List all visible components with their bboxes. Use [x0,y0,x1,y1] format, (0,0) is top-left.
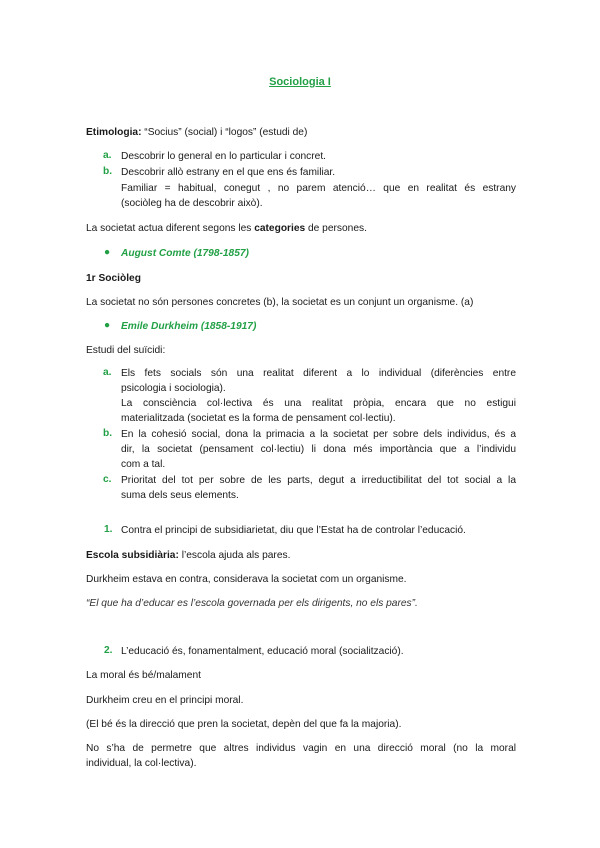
durkheim-contra-line: Durkheim estava en contra, considerava la societat com un organisme. [86,574,407,585]
list-marker-b: b. [103,166,113,177]
list-marker-b: b. [103,428,113,439]
no-sha-line-1: No s’ha de permetre que altres individus vagin en una direcció moral (no la moral [86,743,516,754]
moral-line: La moral és bé/malament [86,670,201,681]
escola-label: Escola subsidiària: [86,550,179,561]
durkheim-creu-line: Durkheim creu en el principi moral. [86,695,244,706]
societat-no-line: La societat no són persones concretes (b), la societat es un conjunt un organisme. (a) [86,297,474,308]
escola-text: l’escola ajuda als pares. [178,550,291,561]
list-marker-a: a. [103,150,112,161]
be-line: (El bé és la direcció que pren la societat, depèn del que fa la majoria). [86,719,402,730]
suicidi-a-1: Els fets socials són una realitat diferent a lo individual (diferències entre [121,368,516,379]
list-marker-1: 1. [104,524,113,535]
list-marker-a: a. [103,367,112,378]
suicidi-a-4: materialitzada (societat es la forma de pensament col·lectiu). [121,413,396,424]
escola-line [86,549,516,563]
list-marker-2: 2. [104,645,113,656]
suicidi-c-2: suma dels seus elements. [121,490,239,501]
estudi-line: Estudi del suïcidi: [86,345,166,356]
societat-post: de persones. [305,223,367,234]
etimologia-item-b-cont-2: (sociòleg ha de descobrir això). [121,198,263,209]
etimologia-item-b-cont-1: Familiar = habitual, conegut , no parem atenció… que en realitat és estrany [121,183,516,194]
etimologia-item-b: Descobrir allò estrany en el que ens és familiar. [121,167,336,178]
list-marker-c: c. [103,474,112,485]
suicidi-a-3: La consciència col·lectiva és una realitat pròpia, encara que no estigui [121,398,516,409]
no-sha-line-2: individual, la col·lectiva). [86,758,197,769]
etimologia-label: Etimologia: [86,127,142,138]
point-2-text: L’educació és, fonamentalment, educació moral (socialització). [121,646,404,657]
comte-heading: August Comte (1798-1857) [121,248,249,259]
societat-bold: categories [254,223,306,234]
bullet-icon: ● [104,320,111,331]
etimologia-text: “Socius” (social) i “logos” (estudi de) [141,127,308,138]
bullet-icon: ● [104,247,111,258]
page-title: Sociologia I [269,76,331,88]
primer-sociolog: 1r Sociòleg [86,273,141,284]
societat-line [86,222,516,236]
suicidi-b-3: com a tal. [121,459,166,470]
suicidi-a-2: psicologia i sociologia). [121,383,226,394]
suicidi-b-2: dir, la societat (pensament col·lectiu) li dona més importància que a l’individu [121,444,516,455]
etimologia-item-a: Descobrir lo general en lo particular i concret. [121,151,326,162]
etimologia-line [86,126,516,140]
durkheim-heading: Emile Durkheim (1858-1917) [121,321,257,332]
suicidi-c-1: Prioritat del tot per sobre de les parts, degut a irreductibilitat del tot social a la [121,475,516,486]
point-1-text: Contra el principi de subsidiarietat, diu que l’Estat ha de controlar l’educació. [121,525,466,536]
societat-pre: La societat actua diferent segons les [86,223,255,234]
quote-line: “El que ha d’educar es l’escola governada per els dirigents, no els pares”. [86,598,418,609]
suicidi-b-1: En la cohesió social, dona la primacia a la societat per sobre dels individus, és a [121,429,516,440]
